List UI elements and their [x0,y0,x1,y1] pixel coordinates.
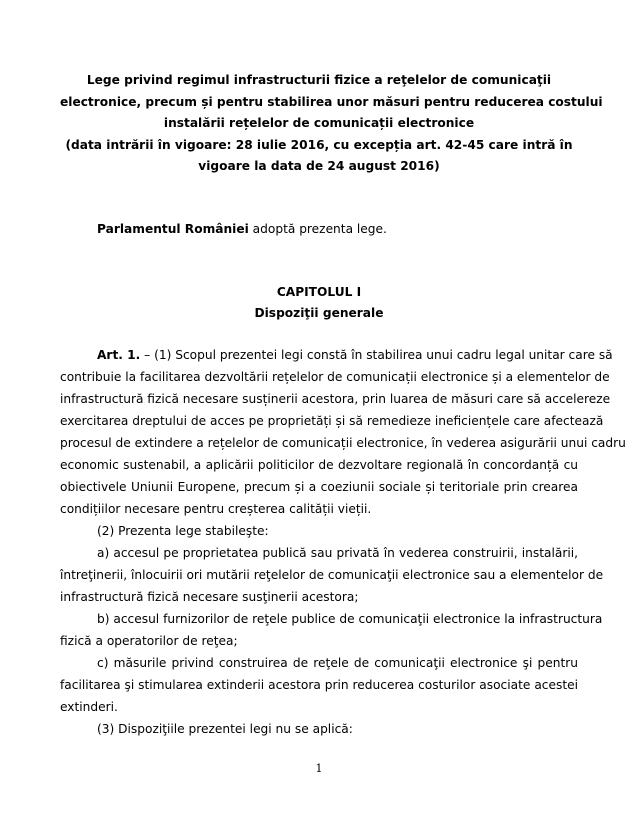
item-b-line: fizică a operatorilor de reţea; [60,634,238,648]
article-1-first-line [60,344,613,366]
item-c-line: facilitarea şi stimularea extinderii acestora prin reducerea costurilor asociate acestei [60,678,578,692]
item-a-line: întreţinerii, înlocuirii ori mutării reţelelor de comunicaţii electronice sau a elementelor de [60,568,604,582]
article-line: contribuie la facilitarea dezvoltării rețelelor de comunicații electronice și a elementelor de [60,370,610,384]
article-text: – (1) Scopul prezentei legi constă în stabilirea unui cadru legal unitar care să [140,348,613,362]
chapter-title: Dispoziţii generale [254,306,384,320]
title-line: electronice, precum și pentru stabilirea unor măsuri pentru reducerea costului [60,94,603,109]
adoption-text: adoptă prezenta lege. [248,222,387,236]
article-line: economic sustenabil, a aplicării politicilor de dezvoltare regională în concordanță cu [60,458,578,472]
item-a-line: a) accesul pe proprietatea publică sau privată în vederea construirii, instalării, [97,546,578,560]
title-line: instalării rețelelor de comunicații electronice [163,116,475,130]
title-line: Lege privind regimul infrastructurii fizice a reţelelor de comunicaţii [86,73,552,87]
item-c-line: c) măsurile privind construirea de reţele de comunicaţii electronice şi pentru [97,656,578,670]
article-line: exercitarea dreptului de acces pe proprietăți și să remedieze ineficiențele care afectează [60,414,604,428]
article-line: procesul de extindere a rețelelor de comunicații electronice, în vederea asigurării unui cadru [60,436,626,450]
page-number: 1 [315,762,323,775]
adoption-paragraph [60,218,578,240]
document-title [60,70,603,178]
title-line: (data intrării în vigoare: 28 iulie 2016, cu excepția art. 42-45 care intră în [65,137,573,152]
adoption-subject: Parlamentul României [97,222,249,236]
article-line: condițiilor necesare pentru creșterea calității vieții. [60,502,372,516]
paragraph-2: (2) Prezenta lege stabileşte: [97,524,269,538]
article-line: infrastructură fizică necesare susținerii acestora, prin luarea de măsuri care să accelereze [60,392,611,406]
item-c-line: extinderi. [60,700,118,714]
article-label: Art. 1. [97,348,141,362]
paragraph-3: (3) Dispoziţiile prezentei legi nu se aplică: [97,722,353,736]
item-a-line: infrastructură fizică necesare susţinerii acestora; [60,590,359,604]
chapter-heading: CAPITOLUL I [276,285,362,299]
article-line: obiectivele Uniunii Europene, precum și a coeziunii sociale și teritoriale prin crearea [60,480,578,494]
item-b-line: b) accesul furnizorilor de reţele publice de comunicaţii electronice la infrastructura [97,612,603,626]
title-line: vigoare la data de 24 august 2016) [198,159,440,173]
